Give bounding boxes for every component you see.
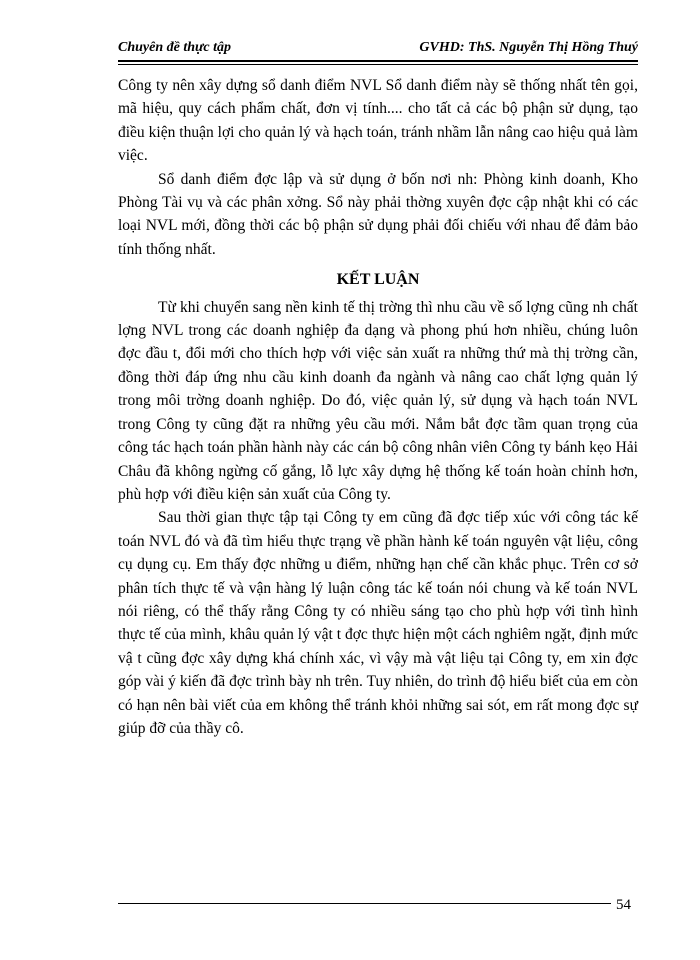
page-number: 54 bbox=[616, 897, 631, 913]
footer-divider bbox=[118, 903, 611, 904]
header-divider bbox=[118, 60, 638, 65]
paragraph-danh-diem-usage: Sổ danh điểm đợc lập và sử dụng ở bốn nơi nh: Phòng kinh doanh, Kho Phòng Tài vụ và các phân xởng. Sổ này phải thờng xuyên đợc cập nhật khi có các loại NVL mới, đồng thời các bộ phận sử dụng phải đối chiếu với nhau để đảm bảo tính thống nhất. bbox=[118, 170, 638, 258]
page-body bbox=[118, 74, 638, 740]
paragraph-danh-diem-intro: Công ty nên xây dựng sổ danh điểm NVL Sổ danh điểm này sẽ thống nhất tên gọi, mã hiệu, quy cách phẩm chất, đơn vị tính.... cho tất cả các bộ phận sử dụng, tạo điều kiện thuận lợi cho quản lý và hạch toán, tránh nhầm lẫn nâng cao hiệu quả làm việc. bbox=[118, 77, 638, 165]
header-right-supervisor: GVHD: ThS. Nguyễn Thị Hồng Thuý bbox=[419, 40, 638, 55]
paragraph-conclusion-2: Sau thời gian thực tập tại Công ty em cũng đã đợc tiếp xúc với công tác kế toán NVL đó và đã tìm hiểu thực trạng về phần hành kế toán nguyên vật liệu, công cụ dụng cụ. Em thấy đợc những u điểm, những hạn chế cần khắc phục. Trên cơ sở phân tích thực tế và vận hàng lý luận công tác kế toán nói chung và kế toán NVL nói riêng, có thể thấy rằng Công ty có nhiều sáng tạo cho phù hợp với tình hình thực tế của mình, khâu quản lý vật t đợc thực hiện một cách nghiêm ngặt, định mức vậ t cũng đợc xây dựng khá chính xác, vì vậy mà vật liệu tại Công ty, em xin đợc góp vài ý kiến đã đợc trình bày nh trên. Tuy nhiên, do trình độ hiểu biết của em còn có hạn nên bài viết của em không thể tránh khỏi những sai sót, em rất mong đợc sự giúp đỡ của thầy cô. bbox=[118, 509, 638, 737]
page-header bbox=[118, 40, 638, 58]
section-heading-conclusion: KẾT LUẬN bbox=[336, 271, 420, 289]
header-left-title: Chuyên đề thực tập bbox=[118, 40, 232, 55]
paragraph-conclusion-1: Từ khi chuyển sang nền kinh tế thị trờng thì nhu cầu về số lợng cũng nh chất lợng NVL trong các doanh nghiệp đa dạng và phong phú hơn nhiều, chúng luôn đợc đầu t, đổi mới cho thích hợp với việc sản xuất ra những thứ mà thị trờng cần, đồng thời đáp ứng nhu cầu kinh doanh đa ngành và nâng cao chất lợng quản lý trong môi trờng doanh nghiệp. Do đó, việc quản lý, sử dụng và hạch toán NVL trong Công ty cũng đặt ra những yêu cầu mới. Nắm bắt đợc tầm quan trọng của công tác hạch toán phần hành này các cán bộ công nhân viên Công ty bánh kẹo Hải Châu đã không ngừng cố gắng, lỗ lực xây dựng hệ thống kế toán hoàn chỉnh hơn, phù hợp với điều kiện sản xuất của Công ty. bbox=[118, 298, 638, 503]
